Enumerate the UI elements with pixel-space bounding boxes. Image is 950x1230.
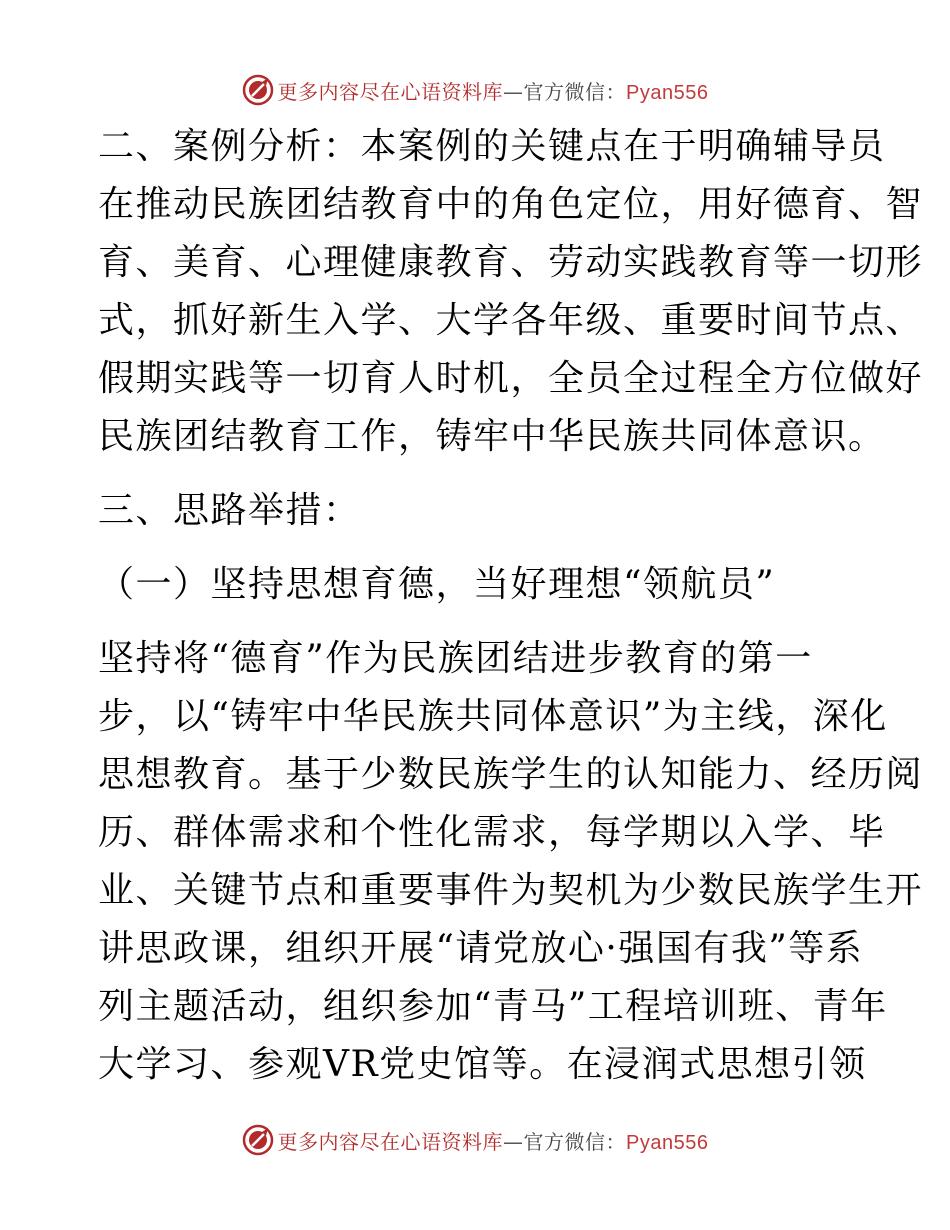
section-3-subheading: （一）坚持思想育德，当好理想“领航员” [98,564,776,605]
header-wechat-label: 官方微信： [523,79,627,104]
spacer [98,466,858,482]
stamp-logo-icon [242,74,274,106]
footer-wechat-id: Pyan556 [626,1131,709,1154]
header-banner-text [278,76,709,105]
footer-banner-title: 更多内容尽在心语资料库 [277,1129,504,1154]
header-banner-title: 更多内容尽在心语资料库 [277,79,504,104]
paragraph-line: 讲思政课，组织开展“请党放心·强国有我”等系 [98,928,864,969]
section-2-line: 民族团结教育工作，铸牢中华民族共同体意识。 [98,416,886,457]
paragraph-line: 思想教育。基于少数民族学生的认知能力、经历阅 [98,754,924,795]
section-2-line: 育、美育、心理健康教育、劳动实践教育等一切形 [98,242,924,283]
stamp-logo-icon [242,1124,274,1156]
paragraph-line: 步，以“铸牢中华民族共同体意识”为主线，深化 [98,696,888,737]
header-banner [0,70,950,110]
paragraph-line: 历、群体需求和个性化需求，每学期以入学、毕 [98,812,886,853]
section-2-line: 二、案例分析：本案例的关键点在于明确辅导员 [98,126,886,167]
paragraph-line: 列主题活动，组织参加“青马”工程培训班、青年 [98,986,888,1027]
footer-banner-text [278,1126,709,1155]
footer-wechat-label: 官方微信： [523,1129,627,1154]
footer-banner-separator: — [503,1129,524,1154]
footer-banner [0,1120,950,1160]
paragraph-line: 业、关键节点和重要事件为契机为少数民族学生开 [98,870,924,911]
header-banner-separator: — [503,79,524,104]
section-2 [98,118,924,466]
section-3-heading: 三、思路举措： [98,490,361,531]
paragraph-line: 大学习、参观VR党史馆等。在浸润式思想引领 [98,1044,867,1085]
header-wechat-id: Pyan556 [626,81,709,104]
section-2-line: 式，抓好新生入学、大学各年级、重要时间节点、 [98,300,924,341]
document-body [98,118,924,1094]
paragraph-line: 坚持将“德育”作为民族团结进步教育的第一 [98,638,813,679]
section-2-line: 在推动民族团结教育中的角色定位，用好德育、智 [98,184,924,225]
spacer [98,614,858,630]
spacer [98,540,858,556]
section-2-line: 假期实践等一切育人时机，全员全过程全方位做好 [98,358,924,399]
section-3-paragraph [98,630,924,1094]
